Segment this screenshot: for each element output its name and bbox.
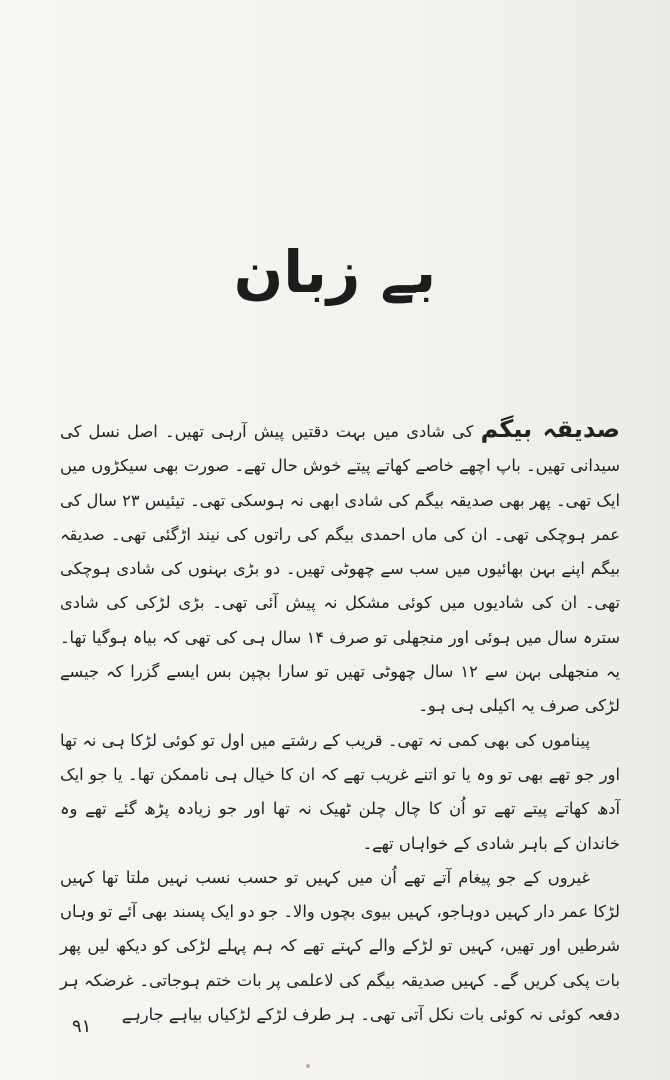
page-number: ۹۱ xyxy=(72,1016,92,1037)
paragraph-1-text: کی شادی میں بہت دقتیں پیش آرہی تھیں۔ اصل نسل کی سیدانی تھیں۔ باپ اچھے خاصے کھاتے پیتے خوش حال تھے۔ صورت بھی سیکڑوں میں ایک تھی۔ پھر بھی صدیقہ بیگم کی شادی ابھی نہ ہوسکی تھی۔ تیئیس ۲۳ سال کی عمر ہوچکی تھی۔ ان کی ماں احمدی بیگم کی راتوں کی نیند اڑگئی تھی۔ صدیقہ بیگم اپنے بہن بھائیوں میں سب سے چھوٹی تھیں۔ دو بڑی بہنوں کی شادی ہوچکی تھی۔ ان کی شادیوں میں کوئی مشکل نہ پیش آئی تھی۔ بڑی لڑکی کی شادی سترہ سال میں ہوئی اور منجھلی تو صرف ۱۴ سال ہی کی تھی کہ بیاہ ہوگیا تھا۔ یہ منجھلی بہن سے ۱۲ سال چھوٹی تھیں تو سارا بچپن بس ایسے گزرا کہ جیسے لڑکی صرف یہ اکیلی ہی ہو۔ xyxy=(60,422,621,716)
lead-word: صدیقہ بیگم xyxy=(480,415,620,443)
paragraph-3: غیروں کے جو پیغام آتے تھے اُن میں کہیں تو حسب نسب نہیں ملتا تھا کہیں لڑکا عمر دار کہیں دوہاجو، کہیں بیوی بچوں والا۔ جو دو ایک پسند بھی آئے تو وہاں شرطیں اور تھیں، کہیں تو لڑکے والے کہتے تھے کہ ہم پہلے لڑکی کو دیکھ لیں پھر بات پکی کریں گے۔ کہیں صدیقہ بیگم کی لاعلمی پر بات ختم ہوجاتی۔ غرضکہ ہر دفعہ کوئی نہ کوئی بات نکل آتی تھی۔ ہر طرف لڑکے لڑکیاں بیاہے جارہے xyxy=(60,867,620,1025)
paper-speck xyxy=(306,1064,310,1068)
paragraph-2: پیناموں کی بھی کمی نہ تھی۔ قریب کے رشتے میں اول تو کوئی لڑکا ہی نہ تھا اور جو تھے بھی تو وہ یا تو اتنے غریب تھے کہ ان کا خیال ہی ناممکن تھا۔ یا جو ایک آدھ کھاتے پیتے تھے تو اُن کا چال چلن ٹھیک نہ تھا اور جو زیادہ پڑھ گئے تھے وہ خاندان کے باہر شادی کے خواہاں تھے۔ xyxy=(60,730,620,853)
paragraph-1 xyxy=(60,412,620,724)
story-title: بے زبان xyxy=(233,238,437,306)
story-body xyxy=(60,412,621,1025)
